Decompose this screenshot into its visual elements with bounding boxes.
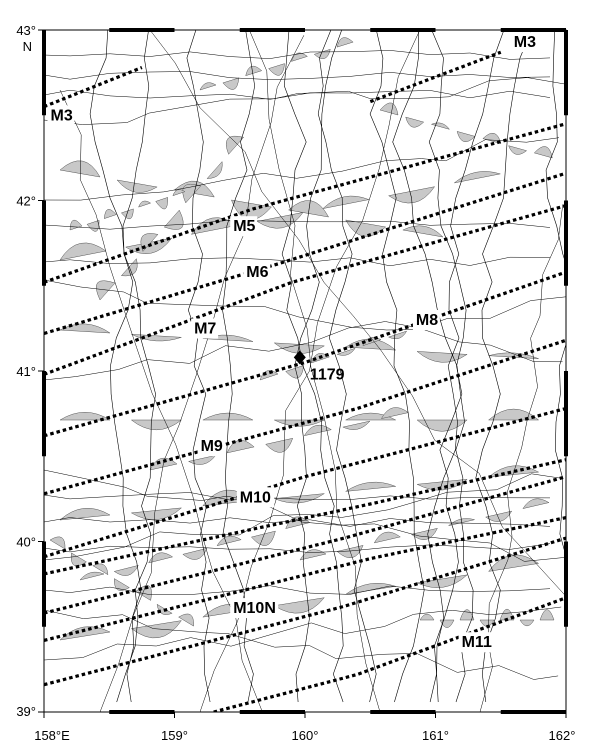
lon-tick-label: 158°E [34,728,70,743]
frame-bar [42,371,46,456]
lat-tick-label: 43° [16,23,36,38]
isochron-label-m5: M5 [233,218,256,236]
isochron-label-m10n: M10N [233,600,276,618]
frame-bar [564,201,568,286]
isochron-label-m3: M3 [513,34,537,52]
frame-bar [109,28,174,32]
isochron-label-m6: M6 [246,264,269,282]
frame-bar [240,28,305,32]
isochron-label-m10: M10 [239,489,271,507]
frame-bar [109,710,174,714]
frame-bar [42,542,46,627]
isochron-label-m3: M3 [50,107,73,125]
lat-hemisphere-label: N [22,39,32,54]
lon-tick-label: 159° [161,728,188,743]
frame-bar [501,710,566,714]
frame-bar [240,710,305,714]
frame-bar [501,28,566,32]
lat-tick-label: 41° [16,364,36,379]
isochron-label-m8: M8 [415,312,439,329]
frame-bar [564,30,568,115]
frame-bar [564,371,568,456]
lon-tick-label: 160° [291,728,319,743]
frame-bar [370,710,435,714]
drill-site-label: 1179 [309,366,345,384]
lat-tick-label: 40° [16,534,36,550]
lat-tick-label: 39° [16,704,36,719]
isochron-label-m9: M9 [200,438,223,456]
frame-bar [370,28,435,32]
lon-tick-label: 162° [548,728,576,743]
frame-bar [564,542,568,627]
frame-bar [42,201,46,286]
isochron-label-m7: M7 [194,320,217,338]
frame-bar [42,30,46,115]
isochron-label-m11: M11 [461,634,492,652]
lat-tick-label: 42° [16,193,36,209]
lon-tick-label: 161° [422,728,449,743]
